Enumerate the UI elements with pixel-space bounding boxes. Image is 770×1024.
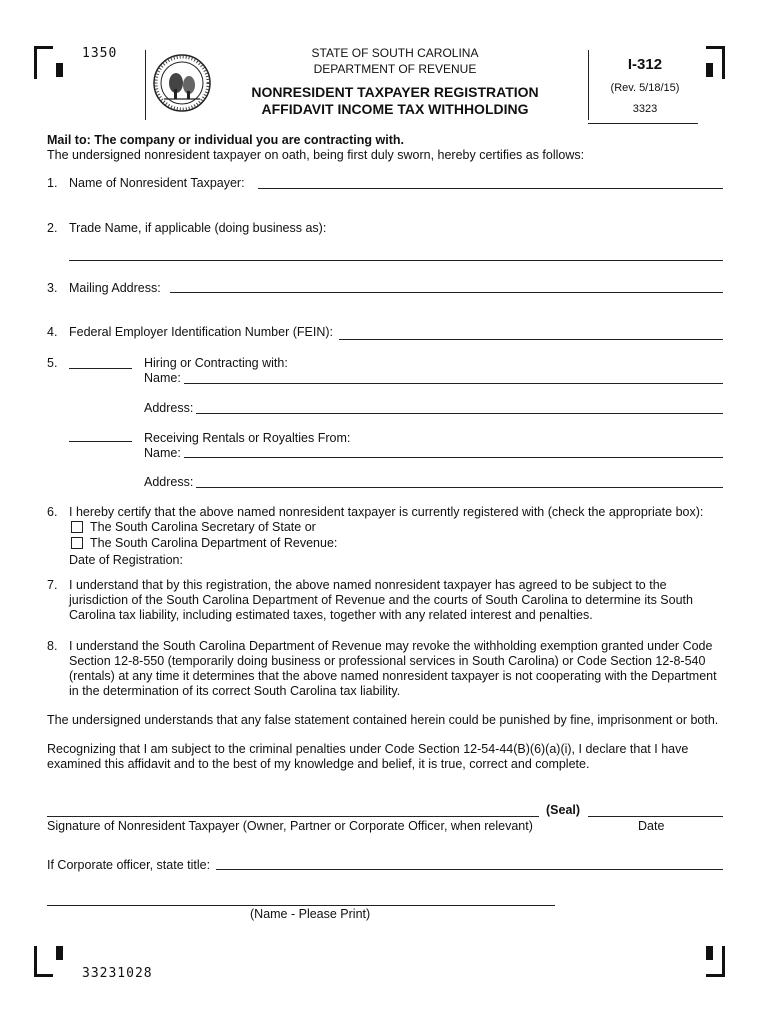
recognizing-line1: Recognizing that I am subject to the criminal penalties under Code Section 12-54-44(B)(6)(a)(i), I declare that I have [47, 742, 689, 756]
item-4-label: Federal Employer Identification Number (FEIN): [69, 325, 333, 339]
hiring-address-field[interactable] [196, 413, 723, 414]
seal-label: (Seal) [546, 803, 581, 817]
false-statement-notice: The undersigned understands that any false statement contained herein could be punished by fine, imprisonment or both. [47, 713, 719, 727]
hiring-label: Hiring or Contracting with: [144, 356, 288, 370]
fein-field[interactable] [339, 339, 723, 340]
item-7-line1: I understand that by this registration, the above named nonresident taxpayer has agreed to be subject to the [69, 578, 667, 592]
item-4-number: 4. [47, 325, 58, 339]
corporate-title-label: If Corporate officer, state title: [47, 858, 211, 872]
header-right-divider [588, 50, 589, 120]
corner-block-top-right [706, 63, 713, 77]
corporate-title-field[interactable] [216, 869, 723, 870]
trade-name-field[interactable] [69, 260, 723, 261]
corner-block-bottom-right [706, 946, 713, 960]
form-title-line2: AFFIDAVIT INCOME TAX WITHHOLDING [261, 101, 529, 117]
option-secretary-of-state: The South Carolina Secretary of State or [90, 520, 316, 534]
item-8-line4: in the determination of its correct South Carolina tax liability. [69, 684, 401, 698]
secretary-of-state-checkbox[interactable] [71, 521, 83, 533]
mailing-address-field[interactable] [170, 292, 723, 293]
item-6-text: I hereby certify that the above named nonresident taxpayer is currently registered with (check the appropriate box): [69, 505, 704, 519]
item-1-number: 1. [47, 176, 58, 190]
hiring-name-field[interactable] [184, 383, 723, 384]
rentals-name-label: Name: [144, 446, 181, 460]
header-bottom-rule [588, 123, 698, 124]
item-8-line3: (rentals) at any time it determines that the above named nonresident taxpayer is not cooperating with the Department [69, 669, 717, 683]
corner-block-top-left [56, 63, 63, 77]
recognizing-line2: examined this affidavit and to the best of my knowledge and belief, it is true, correct and complete. [47, 757, 590, 771]
signature-field[interactable] [47, 816, 539, 817]
corner-mark-bottom-left [34, 946, 53, 977]
rentals-label: Receiving Rentals or Royalties From: [144, 431, 351, 445]
nonresident-taxpayer-name-field[interactable] [258, 188, 723, 189]
option-department-of-revenue: The South Carolina Department of Revenue: [90, 536, 338, 550]
rentals-name-field[interactable] [184, 457, 723, 458]
department-of-revenue-checkbox[interactable] [71, 537, 83, 549]
item-1-label: Name of Nonresident Taxpayer: [69, 176, 245, 190]
date-label: Date [638, 819, 665, 833]
item-2-label: Trade Name, if applicable (doing business as): [69, 221, 327, 235]
form-code-bottom: 33231028 [82, 966, 153, 981]
item-3-number: 3. [47, 281, 58, 295]
item-7-number: 7. [47, 578, 58, 592]
form-revision: (Rev. 5/18/15) [610, 82, 680, 94]
printed-name-field[interactable] [47, 905, 555, 906]
item-2-number: 2. [47, 221, 58, 235]
rentals-address-label: Address: [144, 475, 194, 489]
date-of-registration-label: Date of Registration: [69, 553, 183, 567]
printed-name-label: (Name - Please Print) [250, 907, 371, 921]
state-name: STATE OF SOUTH CAROLINA [311, 46, 479, 60]
item-5-number: 5. [47, 356, 58, 370]
item-8-line1: I understand the South Carolina Department of Revenue may revoke the withholding exemption granted under Code [69, 639, 713, 653]
hiring-address-label: Address: [144, 401, 194, 415]
mail-to-instruction: Mail to: The company or individual you are contracting with. [47, 133, 404, 147]
corner-mark-top-left [34, 46, 53, 79]
form-code-top: 1350 [82, 46, 118, 61]
item-3-label: Mailing Address: [69, 281, 161, 295]
date-field[interactable] [588, 816, 723, 817]
form-number: I-312 [627, 56, 663, 73]
oath-statement: The undersigned nonresident taxpayer on oath, being first duly sworn, hereby certifies as follows: [47, 148, 585, 162]
form-title-line1: NONRESIDENT TAXPAYER REGISTRATION [251, 84, 539, 100]
signature-label: Signature of Nonresident Taxpayer (Owner, Partner or Corporate Officer, when relevant) [47, 819, 533, 833]
state-seal-icon [152, 53, 212, 113]
item-8-line2: Section 12-8-550 (temporarily doing business or professional services in South Carolina) or Code Section 12-8-540 [69, 654, 706, 668]
rentals-check-field[interactable] [69, 441, 132, 442]
hiring-name-label: Name: [144, 371, 181, 385]
corner-block-bottom-left [56, 946, 63, 960]
department-name: DEPARTMENT OF REVENUE [313, 62, 477, 76]
item-7-line3: Carolina tax liability, including estimated taxes, together with any related interest and penalties. [69, 608, 593, 622]
form-code: 3323 [632, 103, 658, 115]
item-8-number: 8. [47, 639, 58, 653]
hiring-check-field[interactable] [69, 368, 132, 369]
item-6-number: 6. [47, 505, 58, 519]
item-7-line2: jurisdiction of the South Carolina Department of Revenue and the courts of South Carolina to determine its South [69, 593, 693, 607]
header-left-divider [145, 50, 146, 120]
rentals-address-field[interactable] [196, 487, 723, 488]
